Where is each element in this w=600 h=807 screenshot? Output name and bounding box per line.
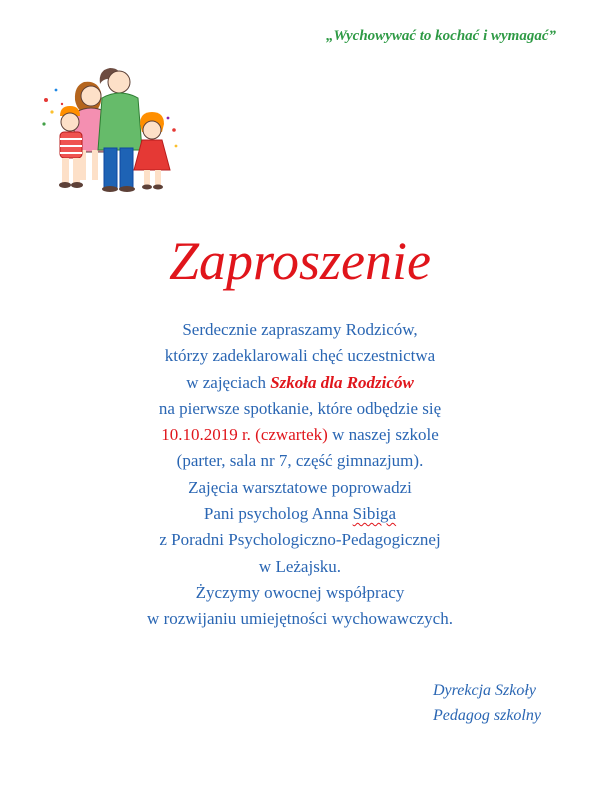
signature-line: Dyrekcja Szkoły [433, 682, 536, 699]
father-figure [98, 68, 142, 192]
body-line: z Poradni Psychologiczno-Pedagogicznej [159, 530, 441, 550]
signature-line: Pedagog szkolny [433, 707, 541, 724]
body-line: na pierwsze spotkanie, które odbędzie się [158, 398, 442, 418]
body-line: Serdecznie zapraszamy Rodziców, [182, 320, 418, 339]
body-line: Zajęcia warsztatowe poprowadzi [188, 477, 412, 497]
body-line: (parter, sala nr 7, część gimnazjum). [176, 451, 424, 471]
invitation-body [0, 317, 600, 633]
body-line [0, 501, 600, 527]
body-line [0, 422, 600, 448]
body-line: w rozwijaniu umiejętności wychowawczych. [147, 609, 453, 629]
body-line: Życzymy owocnej współpracy [195, 582, 405, 602]
body-line-suffix: w naszej szkole [327, 425, 439, 445]
body-line [0, 370, 600, 396]
family-illustration-icon [40, 60, 180, 195]
body-line: w Leżajsku. [258, 556, 342, 576]
invitation-title: Zaproszenie [168, 231, 431, 291]
meeting-date: 10.10.2019 r. (czwartek) [161, 425, 328, 445]
psychologist-surname: Sibiga [352, 504, 397, 524]
body-line-prefix: Pani psycholog Anna [203, 504, 353, 524]
motto: „Wychowywać to kochać i wymagać” [326, 28, 556, 44]
body-line: którzy zadeklarowali chęć uczestnictwa [164, 346, 436, 366]
body-line-prefix: w zajęciach [186, 372, 271, 392]
program-name: Szkoła dla Rodziców [270, 372, 414, 392]
signature-block [433, 678, 541, 728]
